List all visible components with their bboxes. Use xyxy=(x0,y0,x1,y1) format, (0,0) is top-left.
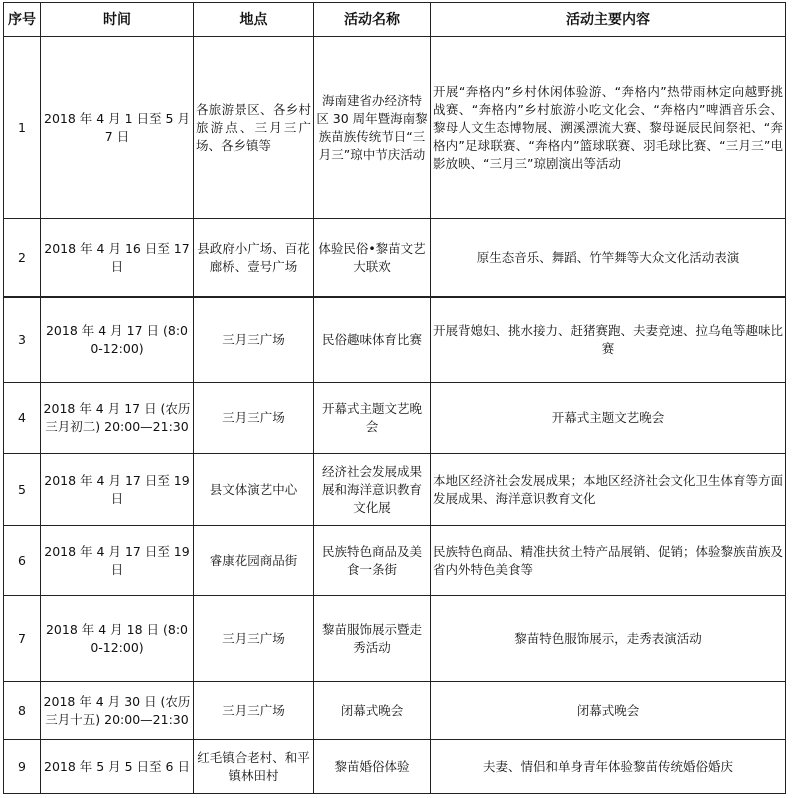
place-cell: 县政府小广场、百花廊桥、壹号广场 xyxy=(194,219,314,297)
time-cell: 2018 年 4 月 16 日至 17 日 xyxy=(41,219,194,297)
place-cell: 三月三广场 xyxy=(194,298,314,383)
header-name: 活动名称 xyxy=(314,3,431,37)
header-place: 地点 xyxy=(194,3,314,37)
time-cell: 2018 年 4 月 30 日 (农历三月十五) 20:00—21:30 xyxy=(41,682,194,740)
time-cell: 2018 年 4 月 17 日至 19 日 xyxy=(41,454,194,526)
content-cell: 开展“奔格内”乡村休闲体验游、“奔格内”热带雨林定向越野挑战赛、“奔格内”乡村旅游小吃文化会、“奔格内”啤酒音乐会、黎母人文生态博物展、溯溪漂流大赛、黎母诞辰民间祭祀、“奔格内”足球联赛、“奔格内”篮球联赛、羽毛球比赛、“三月三”电影放映、“三月三”琼剧演出等活动 xyxy=(431,37,786,219)
content-cell: 原生态音乐、舞蹈、竹竿舞等大众文化活动表演 xyxy=(431,219,786,297)
place-cell: 红毛镇合老村、和平镇林田村 xyxy=(194,740,314,794)
header-seq: 序号 xyxy=(4,3,41,37)
seq-cell: 8 xyxy=(4,682,41,740)
name-cell: 黎苗婚俗体验 xyxy=(314,740,431,794)
seq-cell: 2 xyxy=(4,219,41,297)
name-cell: 体验民俗•黎苗文艺大联欢 xyxy=(314,219,431,297)
seq-cell: 3 xyxy=(4,298,41,383)
name-cell: 民族特色商品及美食一条街 xyxy=(314,526,431,596)
time-cell: 2018 年 4 月 1 日至 5 月 7 日 xyxy=(41,37,194,219)
name-cell: 经济社会发展成果展和海洋意识教育文化展 xyxy=(314,454,431,526)
seq-cell: 6 xyxy=(4,526,41,596)
table-row xyxy=(4,740,786,794)
header-time: 时间 xyxy=(41,3,194,37)
content-cell: 本地区经济社会发展成果；本地区经济社会文化卫生体育等方面发展成果、海洋意识教育文化 xyxy=(431,454,786,526)
content-cell: 开幕式主题文艺晚会 xyxy=(431,383,786,454)
place-cell: 三月三广场 xyxy=(194,383,314,454)
time-cell: 2018 年 4 月 17 日 (8:00-12:00) xyxy=(41,298,194,383)
name-cell: 海南建省办经济特区 30 周年暨海南黎族苗族传统节日“三月三”琼中节庆活动 xyxy=(314,37,431,219)
seq-cell: 7 xyxy=(4,596,41,682)
place-cell: 各旅游景区、各乡村旅游点、三月三广场、各乡镇等 xyxy=(194,37,314,219)
seq-cell: 4 xyxy=(4,383,41,454)
content-cell: 开展背媳妇、挑水接力、赶猪赛跑、夫妻竞速、拉乌龟等趣味比赛 xyxy=(431,298,786,383)
table-row xyxy=(4,37,786,219)
table-row xyxy=(4,383,786,454)
table-row xyxy=(4,219,786,297)
time-cell: 2018 年 4 月 18 日 (8:00-12:00) xyxy=(41,596,194,682)
seq-cell: 5 xyxy=(4,454,41,526)
content-cell: 闭幕式晚会 xyxy=(431,682,786,740)
seq-cell: 9 xyxy=(4,740,41,794)
content-cell: 民族特色商品、精准扶贫土特产品展销、促销；体验黎族苗族及省内外特色美食等 xyxy=(431,526,786,596)
name-cell: 闭幕式晚会 xyxy=(314,682,431,740)
seq-cell: 1 xyxy=(4,37,41,219)
table-row xyxy=(4,526,786,596)
name-cell: 民俗趣味体育比赛 xyxy=(314,298,431,383)
place-cell: 县文体演艺中心 xyxy=(194,454,314,526)
header-row xyxy=(4,3,786,37)
table-row xyxy=(4,298,786,383)
content-cell: 夫妻、情侣和单身青年体验黎苗传统婚俗婚庆 xyxy=(431,740,786,794)
time-cell: 2018 年 4 月 17 日至 19 日 xyxy=(41,526,194,596)
time-cell: 2018 年 4 月 17 日 (农历三月初二) 20:00—21:30 xyxy=(41,383,194,454)
content-cell: 黎苗特色服饰展示，走秀表演活动 xyxy=(431,596,786,682)
name-cell: 开幕式主题文艺晚会 xyxy=(314,383,431,454)
place-cell: 睿康花园商品街 xyxy=(194,526,314,596)
place-cell: 三月三广场 xyxy=(194,682,314,740)
table-row xyxy=(4,682,786,740)
place-cell: 三月三广场 xyxy=(194,596,314,682)
time-cell: 2018 年 5 月 5 日至 6 日 xyxy=(41,740,194,794)
schedule-table-part-2 xyxy=(3,297,786,794)
header-content: 活动主要内容 xyxy=(431,3,786,37)
table-row xyxy=(4,596,786,682)
table-row xyxy=(4,454,786,526)
schedule-table-part-1 xyxy=(3,2,786,297)
name-cell: 黎苗服饰展示暨走秀活动 xyxy=(314,596,431,682)
